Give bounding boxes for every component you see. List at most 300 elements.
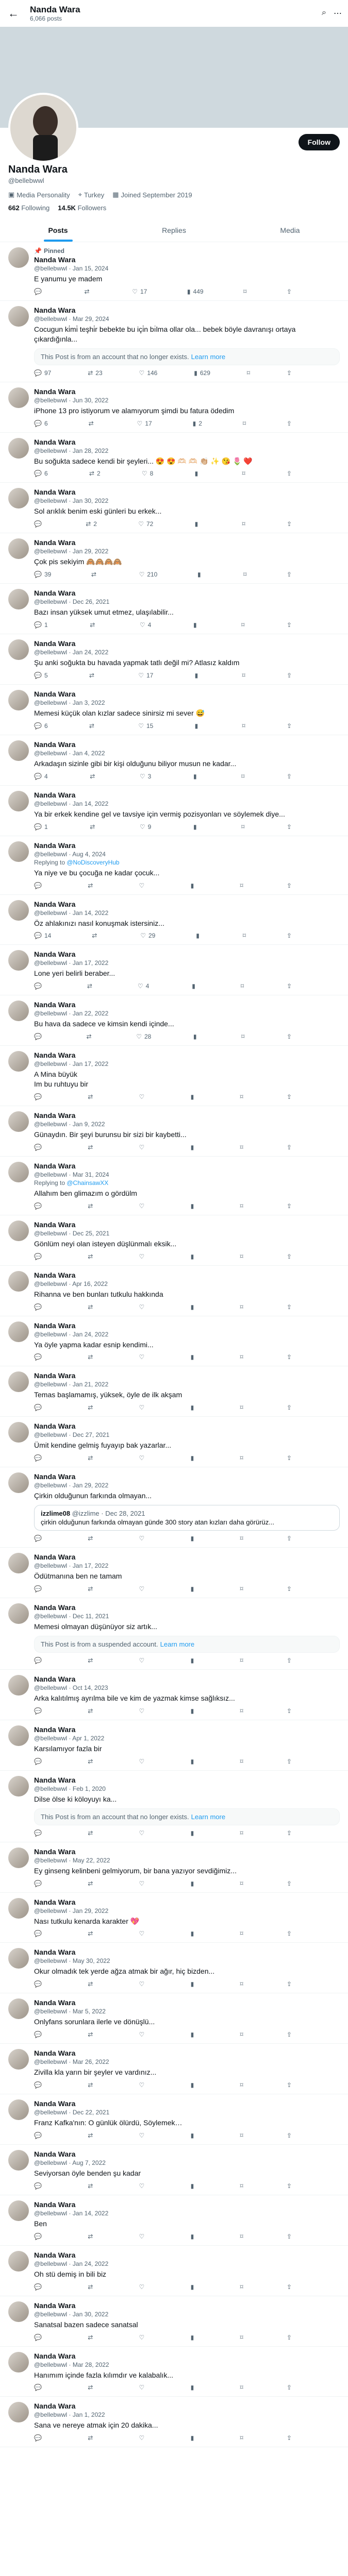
tweet-date[interactable]: Mar 28, 2022 (72, 2361, 109, 2368)
tweet-date[interactable]: Jan 9, 2022 (72, 1121, 105, 1128)
tweet-author-name[interactable]: Nanda Wara (34, 900, 76, 908)
reply-button[interactable]: 💬 6 (34, 722, 48, 730)
followers-stat[interactable]: 14.5K Followers (58, 204, 107, 212)
reply-button[interactable] (34, 2434, 44, 2442)
tweet-date[interactable]: Feb 1, 2020 (72, 1785, 106, 1792)
tweet-date[interactable]: Jan 28, 2022 (72, 447, 109, 454)
views-button[interactable]: ▮ 449 (187, 287, 204, 295)
bookmark-button[interactable] (240, 1758, 243, 1765)
tweet-author-name[interactable]: Nanda Wara (34, 1897, 76, 1906)
retweet-button[interactable] (89, 420, 96, 427)
tweet-author-name[interactable]: Nanda Wara (34, 2099, 76, 2108)
views-button[interactable] (191, 2081, 197, 2089)
tweet[interactable] (0, 1893, 348, 1943)
views-button[interactable] (191, 1980, 197, 1988)
tweet-author-name[interactable]: Nanda Wara (34, 589, 76, 598)
retweet-button[interactable] (89, 672, 97, 679)
tweet[interactable] (0, 2397, 348, 2447)
learn-more-link[interactable]: Learn more (191, 352, 226, 361)
tab-media[interactable]: Media (280, 226, 300, 234)
reply-button[interactable] (34, 1144, 44, 1151)
tweet-author-name[interactable]: Nanda Wara (34, 2149, 76, 2158)
tweet-avatar[interactable] (8, 2099, 29, 2120)
tweet-author-name[interactable]: Nanda Wara (34, 690, 76, 699)
tweet-date[interactable]: Mar 26, 2022 (72, 2058, 109, 2066)
like-button[interactable] (139, 2081, 147, 2089)
tweet-avatar[interactable] (8, 740, 29, 761)
retweet-button[interactable] (88, 1144, 95, 1151)
views-button[interactable] (191, 2031, 197, 2038)
tweet-avatar[interactable] (8, 1051, 29, 1072)
like-button[interactable] (139, 2233, 147, 2240)
tweet-author-name[interactable]: Nanda Wara (34, 1220, 76, 1229)
retweet-button[interactable] (88, 1404, 95, 1411)
tweet[interactable] (0, 1366, 348, 1417)
tweet-avatar[interactable] (8, 2150, 29, 2171)
reply-button[interactable] (34, 882, 44, 889)
retweet-button[interactable] (88, 2182, 95, 2190)
bookmark-button[interactable] (240, 2434, 243, 2442)
share-button[interactable] (287, 1253, 292, 1260)
bookmark-button[interactable] (247, 369, 250, 377)
share-button[interactable] (287, 2334, 292, 2341)
tweet-date[interactable]: Jan 3, 2022 (72, 699, 105, 707)
views-button[interactable] (191, 1880, 197, 1887)
tweet-avatar[interactable] (8, 438, 29, 459)
tweet[interactable] (0, 836, 348, 895)
like-button[interactable] (139, 1454, 147, 1462)
views-button[interactable] (195, 470, 201, 477)
reply-button[interactable]: 💬 1 (34, 621, 48, 629)
tweet-avatar[interactable] (8, 589, 29, 609)
views-button[interactable] (191, 1253, 197, 1260)
like-button[interactable] (139, 1253, 147, 1260)
bookmark-button[interactable] (242, 722, 245, 730)
tweet[interactable] (0, 1771, 348, 1842)
like-button[interactable] (139, 2283, 147, 2291)
tweet-date[interactable]: Jan 30, 2022 (72, 497, 109, 505)
like-button[interactable] (139, 1353, 147, 1361)
reply-button[interactable] (34, 2384, 44, 2391)
share-button[interactable] (287, 2182, 292, 2190)
tweet-author-name[interactable]: Nanda Wara (34, 488, 76, 497)
retweet-button[interactable] (88, 1758, 95, 1765)
reply-button[interactable]: 💬 4 (34, 772, 48, 780)
tweet-author-name[interactable]: Nanda Wara (34, 740, 76, 749)
tweet-author-name[interactable]: Nanda Wara (34, 1270, 76, 1279)
following-stat[interactable]: 662 Following (8, 204, 50, 212)
reply-button[interactable]: 💬 14 (34, 932, 52, 940)
retweet-button[interactable] (88, 2434, 95, 2442)
learn-more-link[interactable]: Learn more (191, 1812, 226, 1821)
views-button[interactable] (191, 1585, 197, 1592)
views-button[interactable] (191, 1202, 197, 1210)
bookmark-button[interactable] (240, 882, 243, 889)
bookmark-button[interactable] (241, 621, 244, 629)
like-button[interactable]: ♡ 8 (141, 470, 154, 478)
tweet-author-name[interactable]: Nanda Wara (34, 1775, 76, 1784)
learn-more-link[interactable]: Learn more (160, 1640, 195, 1648)
retweet-button[interactable] (91, 571, 99, 578)
share-button[interactable] (287, 1585, 292, 1592)
share-button[interactable] (287, 2132, 292, 2139)
retweet-button[interactable] (88, 2334, 95, 2341)
tweet-avatar[interactable] (8, 2402, 29, 2422)
share-button[interactable] (287, 2434, 292, 2442)
share-button[interactable] (287, 882, 292, 889)
views-button[interactable] (191, 2132, 197, 2139)
share-button[interactable] (287, 2031, 292, 2038)
bookmark-button[interactable] (240, 2081, 243, 2089)
like-button[interactable] (139, 2434, 147, 2442)
views-button[interactable] (191, 1404, 197, 1411)
tweet-date[interactable]: Jan 30, 2022 (72, 2310, 109, 2318)
views-button[interactable] (191, 1454, 197, 1462)
more-icon[interactable]: ⋯ (334, 9, 342, 18)
share-button[interactable] (287, 1829, 292, 1837)
bookmark-button[interactable] (240, 1144, 243, 1151)
tweet[interactable] (0, 735, 348, 786)
tweet-date[interactable]: May 22, 2022 (72, 1856, 110, 1864)
reply-button[interactable]: 💬 97 (34, 369, 52, 377)
retweet-button[interactable] (87, 1033, 94, 1040)
tweet-author-name[interactable]: Nanda Wara (34, 1001, 76, 1009)
like-button[interactable] (139, 1202, 147, 1210)
bookmark-button[interactable] (240, 1585, 243, 1592)
bookmark-button[interactable] (241, 1033, 244, 1040)
retweet-button[interactable] (88, 2283, 95, 2291)
retweet-button[interactable] (88, 1303, 95, 1311)
retweet-button[interactable] (88, 2132, 95, 2139)
retweet-button[interactable] (88, 2384, 95, 2391)
like-button[interactable]: ♡ 29 (140, 932, 156, 940)
tweet-date[interactable]: Jan 17, 2022 (72, 1060, 109, 1068)
views-button[interactable] (195, 722, 201, 730)
tweet[interactable] (0, 2094, 348, 2145)
reply-button[interactable]: 💬 1 (34, 823, 48, 831)
retweet-button[interactable] (88, 1202, 95, 1210)
retweet-button[interactable]: ⇄ 2 (86, 520, 97, 528)
tweet-date[interactable]: May 30, 2022 (72, 1957, 110, 1965)
reply-button[interactable] (34, 982, 44, 990)
retweet-button[interactable] (88, 1980, 95, 1988)
tweet-date[interactable]: Jan 22, 2022 (72, 1010, 109, 1018)
retweet-button[interactable] (88, 1657, 95, 1664)
tweet-avatar[interactable] (8, 791, 29, 811)
tweet-avatar[interactable] (8, 1848, 29, 1868)
tweet[interactable] (0, 2347, 348, 2397)
tweet-date[interactable]: Apr 16, 2022 (72, 1280, 108, 1287)
tweet-avatar[interactable] (8, 900, 29, 921)
bookmark-button[interactable] (240, 2334, 243, 2341)
bookmark-button[interactable] (240, 1829, 243, 1837)
like-button[interactable]: ♡ 4 (139, 621, 152, 629)
bookmark-button[interactable] (241, 823, 244, 831)
tweet-author-name[interactable]: Nanda Wara (34, 1948, 76, 1957)
tweet-author-name[interactable]: Nanda Wara (34, 2250, 76, 2259)
share-button[interactable] (287, 1404, 292, 1411)
bookmark-button[interactable] (242, 470, 245, 477)
bookmark-button[interactable] (240, 2283, 243, 2291)
share-button[interactable] (287, 1454, 292, 1462)
bookmark-button[interactable] (242, 520, 245, 528)
tweet-avatar[interactable] (8, 247, 29, 268)
tweet-date[interactable]: Mar 29, 2024 (72, 315, 109, 323)
tweet-date[interactable]: Aug 7, 2022 (72, 2159, 106, 2166)
bookmark-button[interactable] (243, 932, 246, 939)
retweet-button[interactable] (92, 932, 100, 939)
tweet-avatar[interactable] (8, 1898, 29, 1919)
like-button[interactable] (139, 1093, 147, 1100)
like-button[interactable] (139, 1303, 147, 1311)
reply-button[interactable] (34, 1758, 44, 1765)
profile-avatar[interactable] (8, 93, 78, 163)
like-button[interactable] (139, 1758, 147, 1765)
share-button[interactable] (287, 1033, 292, 1040)
views-button[interactable] (191, 1535, 197, 1542)
reply-button[interactable]: 💬 6 (34, 419, 48, 427)
tweet-date[interactable]: Jan 14, 2022 (72, 2209, 109, 2217)
like-button[interactable] (139, 1144, 147, 1151)
tweet[interactable] (0, 1993, 348, 2044)
views-button[interactable] (191, 882, 197, 889)
retweet-button[interactable]: ⇄ 23 (88, 369, 103, 377)
like-button[interactable]: ♡ 3 (139, 772, 152, 780)
like-button[interactable]: ♡ 72 (138, 520, 154, 528)
tweet-date[interactable]: Jan 4, 2022 (72, 749, 105, 757)
tweet[interactable] (0, 685, 348, 735)
tweet-date[interactable]: Jan 17, 2022 (72, 1562, 109, 1570)
tweet-avatar[interactable] (8, 488, 29, 509)
search-icon[interactable]: ⌕ (322, 8, 326, 17)
tweet-date[interactable]: Mar 31, 2024 (72, 1171, 109, 1178)
share-button[interactable] (287, 982, 292, 990)
share-button[interactable] (287, 1758, 292, 1765)
views-button[interactable] (191, 1707, 197, 1715)
tweet-author-name[interactable]: Nanda Wara (34, 387, 76, 396)
tweet[interactable] (0, 2145, 348, 2195)
reply-to-handle[interactable]: @NoDiscoveryHub (67, 858, 120, 866)
bookmark-button[interactable] (241, 982, 244, 990)
retweet-button[interactable] (88, 1535, 95, 1542)
tweet[interactable] (0, 895, 348, 945)
tweet[interactable] (0, 2246, 348, 2296)
reply-button[interactable] (34, 520, 44, 528)
tweet-avatar[interactable] (8, 841, 29, 862)
bookmark-button[interactable] (240, 1657, 243, 1664)
tweet[interactable] (0, 584, 348, 634)
tweet-avatar[interactable] (8, 1725, 29, 1746)
bookmark-button[interactable] (240, 2384, 243, 2391)
bookmark-button[interactable] (240, 2031, 243, 2038)
tweet-author-name[interactable]: Nanda Wara (34, 1725, 76, 1734)
views-button[interactable] (191, 1758, 197, 1765)
retweet-button[interactable] (90, 773, 97, 780)
tweet-author-name[interactable]: Nanda Wara (34, 1998, 76, 2007)
reply-button[interactable] (34, 1535, 44, 1542)
tweet-date[interactable]: Jan 1, 2022 (72, 2411, 105, 2419)
views-button[interactable] (191, 1093, 197, 1100)
tweet-avatar[interactable] (8, 1472, 29, 1493)
bookmark-button[interactable] (240, 1980, 243, 1988)
like-button[interactable] (139, 1880, 147, 1887)
retweet-button[interactable] (88, 1253, 95, 1260)
bookmark-button[interactable] (240, 1880, 243, 1887)
retweet-button[interactable] (88, 1829, 95, 1837)
tweet-author-name[interactable]: Nanda Wara (34, 1422, 76, 1431)
tweet-avatar[interactable] (8, 1271, 29, 1292)
tweet[interactable] (0, 2044, 348, 2094)
like-button[interactable]: ♡ 17 (138, 672, 154, 680)
tweet-date[interactable]: Jan 15, 2024 (72, 265, 109, 272)
tweet-date[interactable]: Dec 27, 2021 (72, 1431, 110, 1439)
tweet[interactable] (0, 1842, 348, 1893)
bookmark-button[interactable] (240, 2182, 243, 2190)
quoted-tweet[interactable] (34, 1505, 340, 1531)
views-button[interactable] (191, 1930, 197, 1937)
tweet[interactable] (0, 533, 348, 584)
retweet-button[interactable] (88, 2233, 95, 2240)
bookmark-button[interactable] (240, 1454, 243, 1462)
retweet-button[interactable] (88, 2081, 95, 2089)
like-button[interactable] (139, 2182, 147, 2190)
tweet-avatar[interactable] (8, 1001, 29, 1021)
like-button[interactable] (139, 2334, 147, 2341)
views-button[interactable] (191, 1303, 197, 1311)
retweet-button[interactable] (88, 1585, 95, 1592)
share-button[interactable] (287, 1353, 292, 1361)
share-button[interactable] (287, 773, 292, 780)
tweet-author-name[interactable]: Nanda Wara (34, 538, 76, 547)
tweet[interactable] (0, 1106, 348, 1157)
tweet-author-name[interactable]: Nanda Wara (34, 950, 76, 959)
tweet[interactable] (0, 483, 348, 533)
reply-button[interactable] (34, 1253, 44, 1260)
back-arrow-icon[interactable]: ← (8, 7, 19, 20)
share-button[interactable] (287, 288, 292, 295)
views-button[interactable] (191, 2434, 197, 2442)
like-button[interactable] (139, 2384, 147, 2391)
share-button[interactable] (287, 1657, 292, 1664)
bookmark-button[interactable] (240, 2233, 243, 2240)
tweet[interactable] (0, 1215, 348, 1266)
reply-button[interactable] (34, 1093, 44, 1100)
like-button[interactable] (139, 2132, 147, 2139)
tweet[interactable] (0, 634, 348, 685)
share-button[interactable] (287, 621, 292, 629)
retweet-button[interactable] (85, 288, 92, 295)
like-button[interactable] (139, 1980, 147, 1988)
tweet-avatar[interactable] (8, 2352, 29, 2372)
reply-button[interactable] (34, 2283, 44, 2291)
tweet-avatar[interactable] (8, 2049, 29, 2070)
bookmark-button[interactable] (242, 672, 245, 679)
tweet[interactable] (0, 1598, 348, 1670)
tweet-author-name[interactable]: Nanda Wara (34, 1472, 76, 1481)
tweet-author-name[interactable]: Nanda Wara (34, 437, 76, 446)
tweet[interactable] (0, 1417, 348, 1467)
tweet-author-name[interactable]: Nanda Wara (34, 2402, 76, 2411)
like-button[interactable]: ♡ 28 (136, 1033, 152, 1041)
reply-button[interactable]: 💬 39 (34, 571, 52, 579)
tweet-date[interactable]: Jan 14, 2022 (72, 800, 109, 807)
tweet[interactable] (0, 1467, 348, 1548)
tweet[interactable] (0, 242, 348, 301)
like-button[interactable]: ♡ 15 (138, 722, 154, 730)
tweet[interactable] (0, 945, 348, 995)
tweet-author-name[interactable]: Nanda Wara (34, 1603, 76, 1612)
tab-posts[interactable]: Posts (0, 219, 116, 242)
retweet-button[interactable] (88, 1930, 95, 1937)
share-button[interactable] (287, 2384, 292, 2391)
tweet-author-name[interactable]: Nanda Wara (34, 1161, 76, 1170)
bookmark-button[interactable] (243, 571, 246, 578)
bookmark-button[interactable] (243, 288, 246, 295)
like-button[interactable] (139, 1657, 147, 1664)
reply-button[interactable] (34, 288, 44, 295)
tweet-author-name[interactable]: Nanda Wara (34, 639, 76, 648)
like-button[interactable] (139, 1930, 147, 1937)
reply-button[interactable] (34, 1980, 44, 1988)
tweet[interactable] (0, 995, 348, 1046)
reply-button[interactable]: 💬 6 (34, 470, 48, 478)
like-button[interactable] (139, 1707, 147, 1715)
like-button[interactable] (139, 882, 147, 889)
share-button[interactable] (287, 1707, 292, 1715)
views-button[interactable] (195, 520, 201, 528)
share-button[interactable] (287, 1880, 292, 1887)
share-button[interactable] (287, 722, 292, 730)
views-button[interactable] (193, 773, 200, 780)
reply-button[interactable] (34, 1880, 44, 1887)
reply-button[interactable] (34, 2081, 44, 2089)
reply-button[interactable] (34, 1404, 44, 1411)
retweet-button[interactable] (88, 2031, 95, 2038)
views-button[interactable] (197, 571, 204, 578)
tweet[interactable] (0, 301, 348, 382)
tweet-avatar[interactable] (8, 306, 29, 327)
bookmark-button[interactable] (240, 1253, 243, 1260)
tweet-date[interactable]: Jan 24, 2022 (72, 2260, 109, 2267)
tweet-date[interactable]: Dec 25, 2021 (72, 1229, 110, 1237)
views-button[interactable] (191, 1353, 197, 1361)
views-button[interactable] (193, 621, 200, 629)
tweet-avatar[interactable] (8, 1553, 29, 1573)
like-button[interactable]: ♡ 4 (137, 982, 150, 990)
bookmark-button[interactable] (240, 1707, 243, 1715)
reply-button[interactable] (34, 1657, 44, 1664)
share-button[interactable] (287, 672, 292, 679)
tweet[interactable] (0, 1670, 348, 1720)
share-button[interactable] (287, 369, 292, 377)
retweet-button[interactable] (88, 1880, 95, 1887)
reply-button[interactable] (34, 2334, 44, 2341)
tweet-date[interactable]: Aug 4, 2024 (72, 850, 106, 858)
reply-button[interactable] (34, 1033, 44, 1040)
share-button[interactable] (287, 1093, 292, 1100)
bookmark-button[interactable] (240, 1303, 243, 1311)
share-button[interactable] (287, 823, 292, 831)
views-button[interactable]: ▮ 629 (194, 369, 210, 377)
retweet-button[interactable] (90, 823, 97, 831)
share-button[interactable] (287, 520, 292, 528)
tweet-author-name[interactable]: Nanda Wara (34, 2200, 76, 2209)
bookmark-button[interactable] (240, 1535, 243, 1542)
reply-to-handle[interactable]: @ChainsawXX (67, 1179, 109, 1187)
tweet-author-name[interactable]: Nanda Wara (34, 1847, 76, 1856)
retweet-button[interactable] (88, 1093, 95, 1100)
tweet-avatar[interactable] (8, 1111, 29, 1132)
